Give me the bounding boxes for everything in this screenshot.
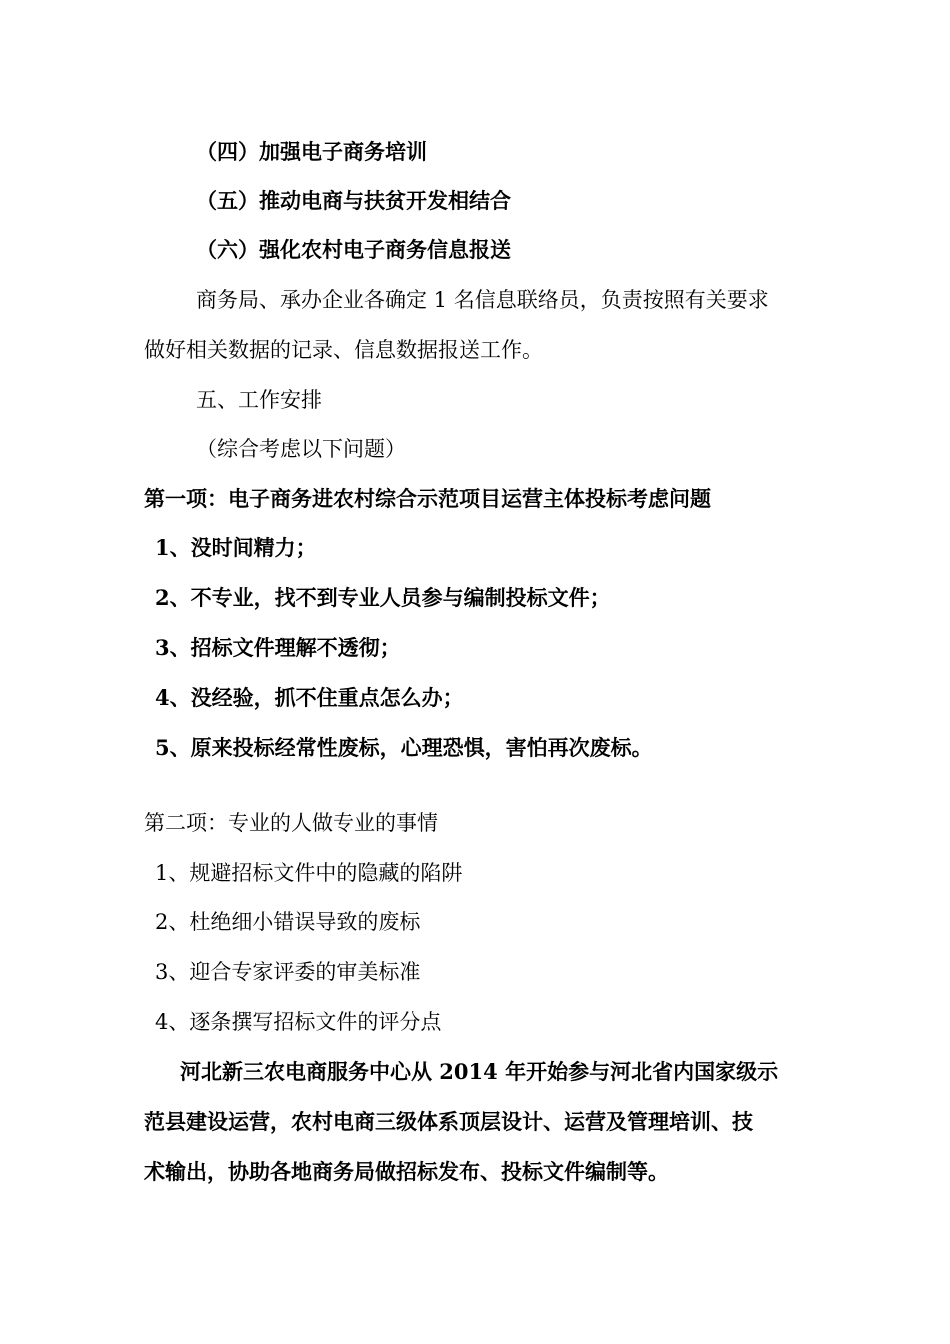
item-2-point: 2、杜绝细小错误导致的废标: [155, 910, 421, 934]
section-5-note: （综合考虑以下问题）: [196, 437, 406, 461]
item-1-title: 第一项：电子商务进农村综合示范项目运营主体投标考虑问题: [144, 486, 711, 511]
item-1-point: 3、招标文件理解不透彻；: [155, 635, 401, 660]
sub-heading-6: （六）强化农村电子商务信息报送: [196, 237, 511, 262]
item-2-point: 3、迎合专家评委的审美标准: [155, 960, 421, 984]
sub-heading-5: （五）推动电商与扶贫开发相结合: [196, 188, 511, 213]
paragraph-1-line-2: 做好相关数据的记录、信息数据报送工作。: [144, 338, 543, 362]
item-1-point: 1、没时间精力；: [155, 535, 317, 560]
paragraph-1-line-1: 商务局、承办企业各确定 1 名信息联络员，负责按照有关要求: [196, 288, 769, 312]
section-5-heading: 五、工作安排: [196, 388, 322, 412]
item-2-point: 4、逐条撰写招标文件的评分点: [155, 1010, 442, 1034]
paragraph-2-line-3: 术输出，协助各地商务局做招标发布、投标文件编制等。: [144, 1159, 669, 1184]
item-2-title: 第二项：专业的人做专业的事情: [144, 811, 438, 835]
item-1-point: 4、没经验，抓不住重点怎么办；: [155, 685, 464, 710]
sub-heading-4: （四）加强电子商务培训: [196, 139, 427, 164]
item-1-point: 2、不专业，找不到专业人员参与编制投标文件；: [155, 585, 611, 610]
paragraph-2-line-1: 河北新三农电商服务中心从 2014 年开始参与河北省内国家级示: [180, 1059, 779, 1084]
item-2-point: 1、规避招标文件中的隐藏的陷阱: [155, 861, 463, 885]
paragraph-2-line-2: 范县建设运营，农村电商三级体系顶层设计、运营及管理培训、技: [144, 1109, 753, 1134]
item-1-point: 5、原来投标经常性废标，心理恐惧，害怕再次废标。: [155, 735, 653, 760]
